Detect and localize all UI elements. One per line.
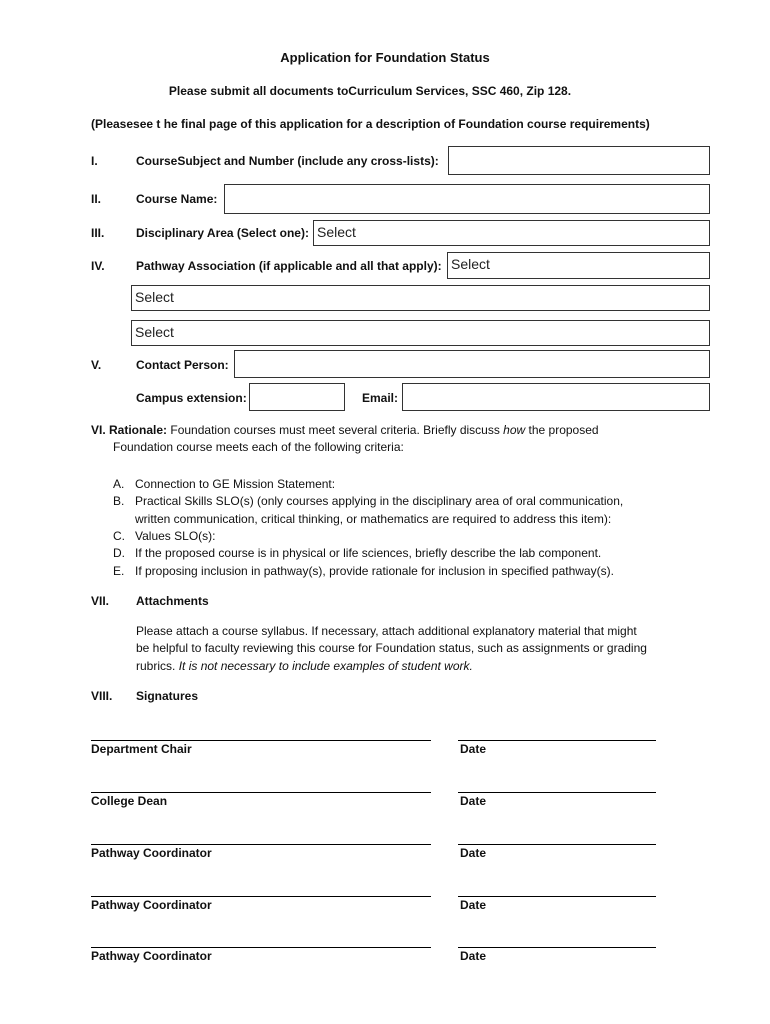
course-name-input[interactable] <box>224 184 710 214</box>
signatures-heading: Signatures <box>136 689 199 703</box>
course-subject-input[interactable] <box>448 146 710 175</box>
signature-line[interactable] <box>91 896 431 897</box>
signature-role-label: College Dean <box>91 794 168 808</box>
page-title: Application for Foundation Status <box>280 50 490 65</box>
date-label: Date <box>460 898 487 912</box>
disciplinary-area-select[interactable]: Select <box>313 220 710 246</box>
rationale-line-1 <box>91 423 599 437</box>
signature-line[interactable] <box>91 740 431 741</box>
course-name-label: Course Name: <box>136 192 218 206</box>
rationale-text-end: the proposed <box>525 423 599 437</box>
see-final-page-note: (Pleasesee t he final page of this application for a description of Foundation course requirements) <box>91 117 650 131</box>
section-3-number: III. <box>91 226 105 240</box>
pathway-select-1[interactable]: Select <box>447 252 710 279</box>
date-label: Date <box>460 846 487 860</box>
section-5-number: V. <box>91 358 102 372</box>
email-label: Email: <box>362 391 399 405</box>
rationale-emphasis: how <box>503 423 526 437</box>
rationale-label: Rationale: <box>109 423 168 437</box>
signature-role-label: Department Chair <box>91 742 192 756</box>
rationale-line-2: Foundation course meets each of the following criteria: <box>113 440 404 454</box>
section-8-number: VIII. <box>91 689 113 703</box>
campus-extension-label: Campus extension: <box>136 391 247 405</box>
attachments-note: It is not necessary to include examples of student work. <box>178 659 473 673</box>
campus-extension-input[interactable] <box>249 383 345 411</box>
signature-line[interactable] <box>91 844 431 845</box>
contact-person-label: Contact Person: <box>136 358 229 372</box>
attachments-heading: Attachments <box>136 594 209 608</box>
attachments-text-line-3: rubrics. It is not necessary to include examples of student work. <box>136 659 473 673</box>
signature-role-label: Pathway Coordinator <box>91 898 212 912</box>
date-line[interactable] <box>458 740 656 741</box>
signature-role-label: Pathway Coordinator <box>91 846 212 860</box>
section-1-number: I. <box>91 154 98 168</box>
attachments-text-line-2: be helpful to faculty reviewing this course for Foundation status, such as assignments or grading <box>136 641 647 655</box>
disciplinary-area-label: Disciplinary Area (Select one): <box>136 226 309 240</box>
pathway-association-label: Pathway Association (if applicable and all that apply): <box>136 259 442 273</box>
signature-line[interactable] <box>91 947 431 948</box>
pathway-select-3[interactable]: Select <box>131 320 710 346</box>
date-label: Date <box>460 742 487 756</box>
date-label: Date <box>460 794 487 808</box>
date-line[interactable] <box>458 844 656 845</box>
contact-person-input[interactable] <box>234 350 710 378</box>
course-subject-label: CourseSubject and Number (include any cross-lists): <box>136 154 439 168</box>
rationale-text: Foundation courses must meet several criteria. Briefly discuss <box>170 423 504 437</box>
date-line[interactable] <box>458 792 656 793</box>
submit-instructions: Please submit all documents toCurriculum Services, SSC 460, Zip 128. <box>168 84 572 98</box>
date-line[interactable] <box>458 947 656 948</box>
section-6-number: VI. <box>91 423 106 437</box>
section-7-number: VII. <box>91 594 110 608</box>
signature-role-label: Pathway Coordinator <box>91 949 212 963</box>
attachments-text-line-1: Please attach a course syllabus. If necessary, attach additional explanatory material that might <box>136 624 637 638</box>
section-4-number: IV. <box>91 259 105 273</box>
signature-line[interactable] <box>91 792 431 793</box>
pathway-select-2[interactable]: Select <box>131 285 710 311</box>
date-label: Date <box>460 949 487 963</box>
email-input[interactable] <box>402 383 710 411</box>
date-line[interactable] <box>458 896 656 897</box>
section-2-number: II. <box>91 192 102 206</box>
